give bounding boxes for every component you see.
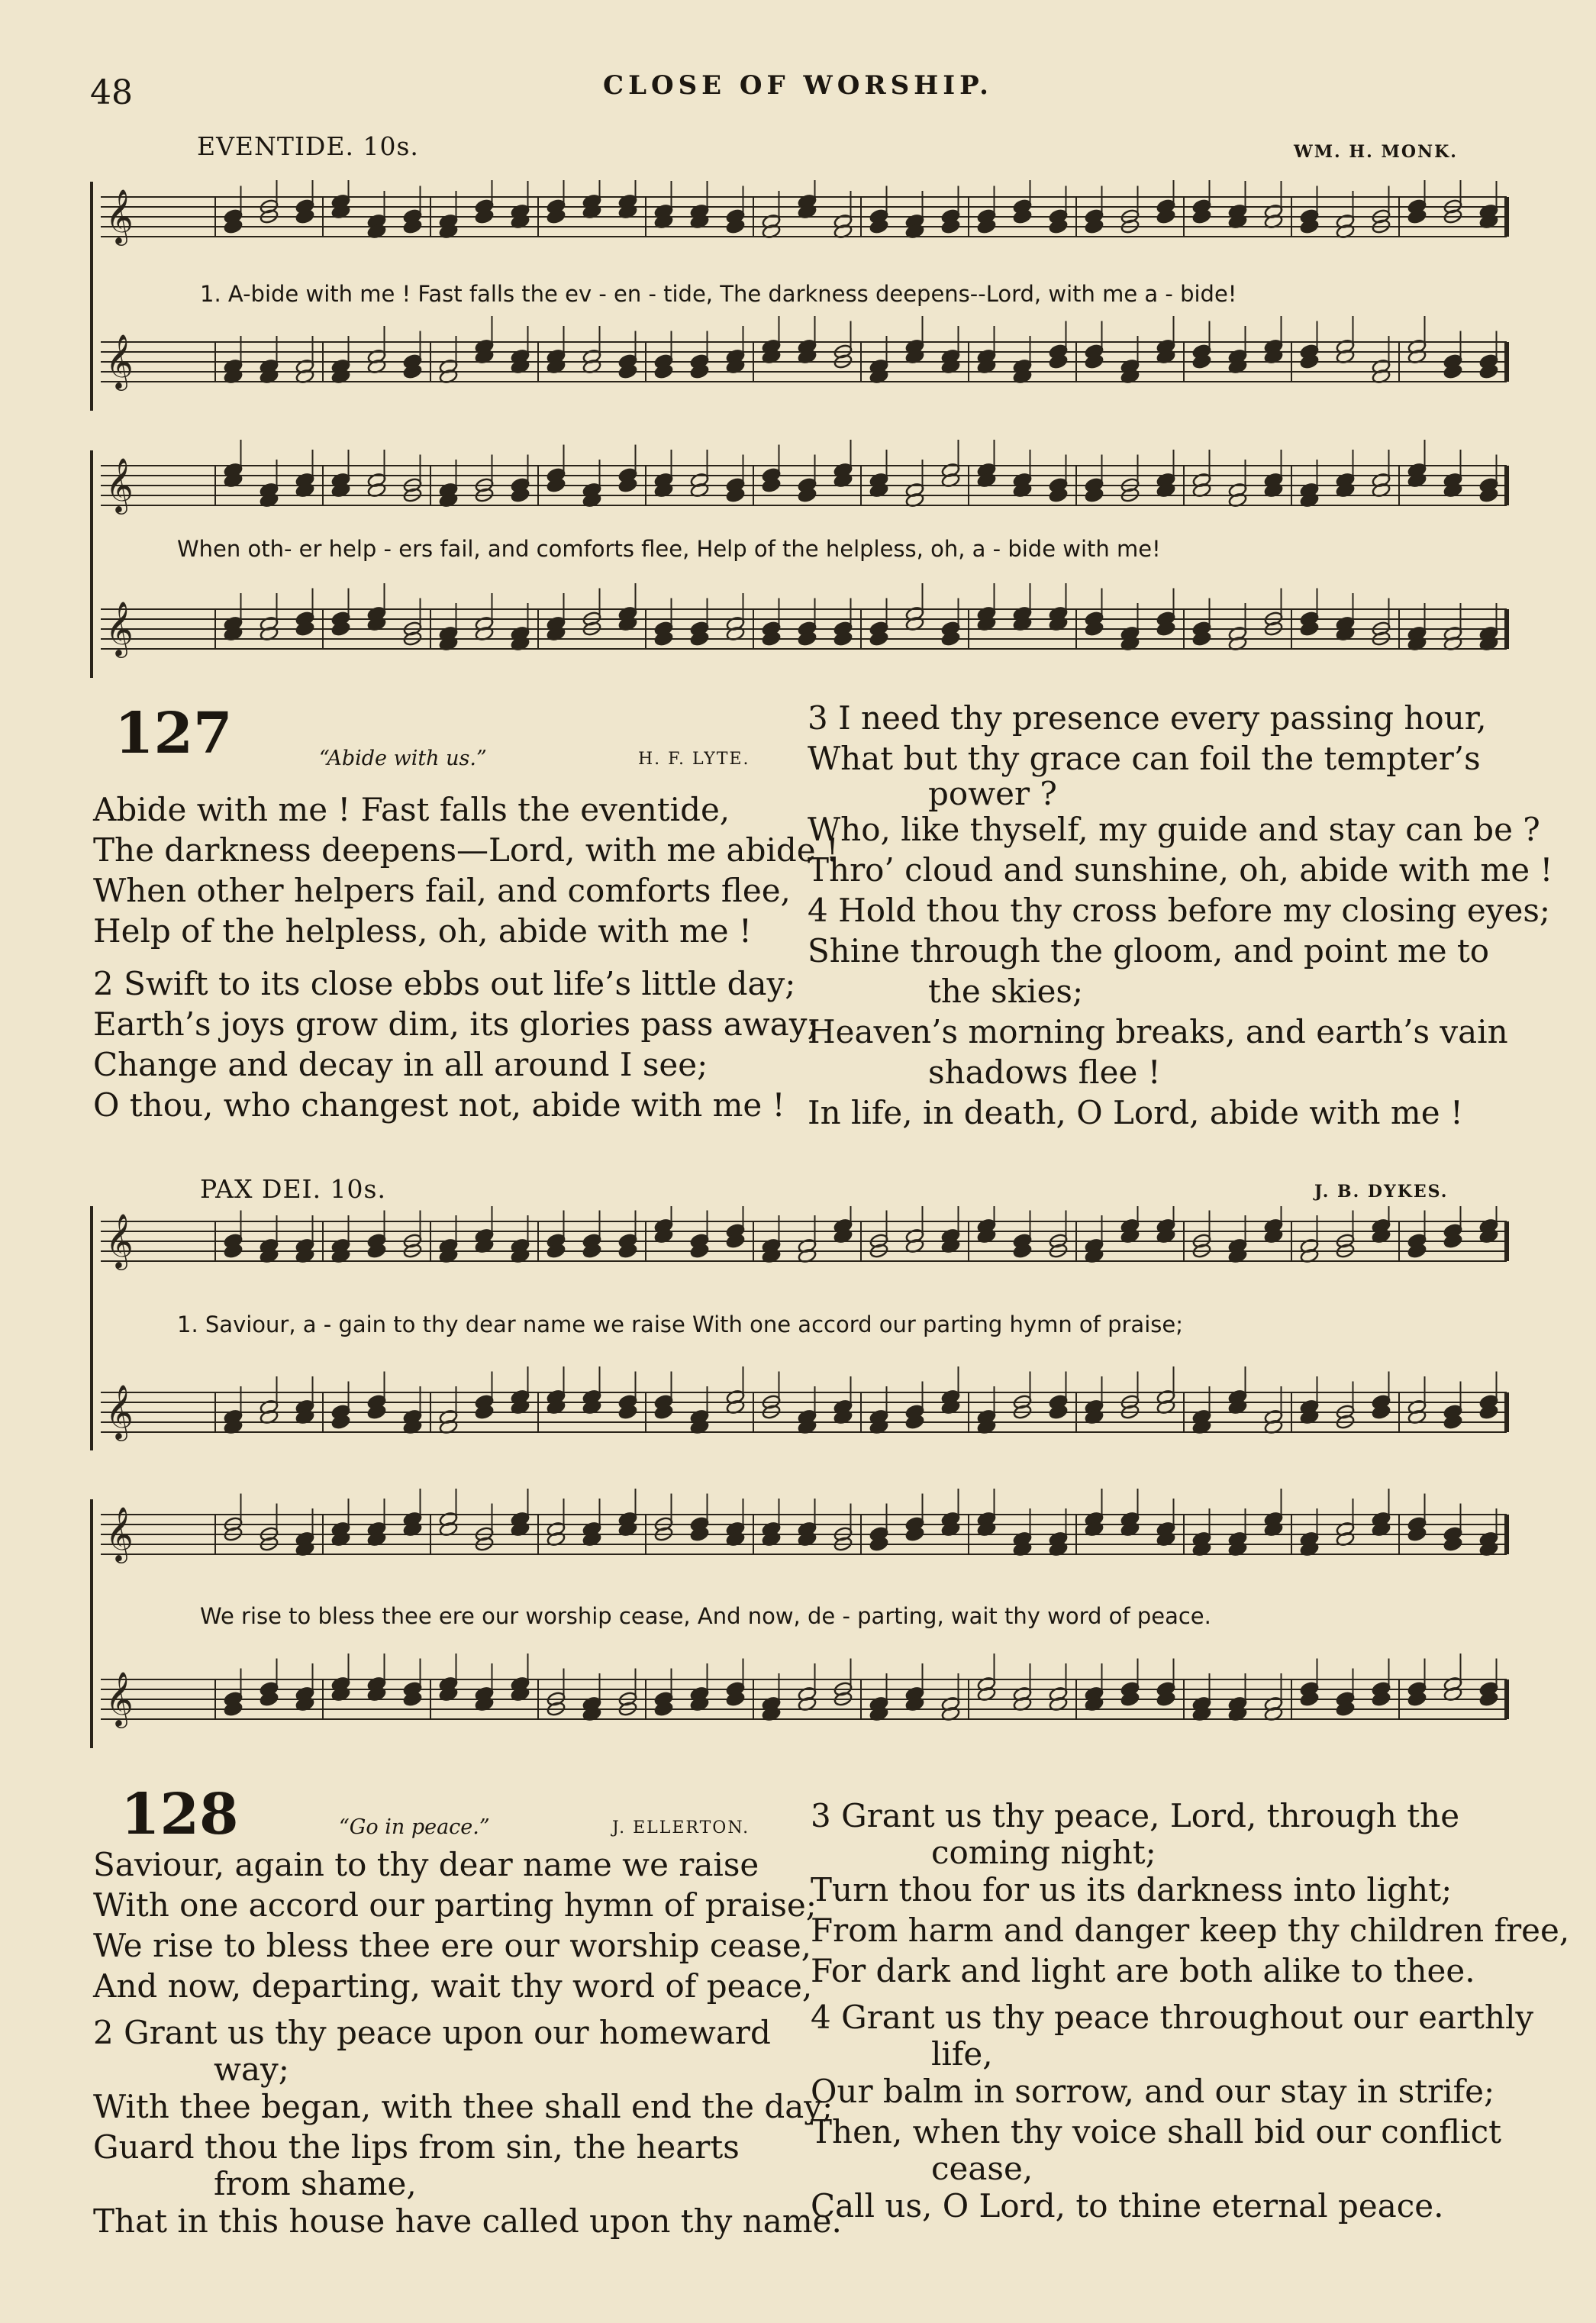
verse-line: life, xyxy=(931,2035,993,2073)
hymn-128-left-column xyxy=(93,1844,842,2241)
hymn-author-127: H. F. LYTE. xyxy=(638,750,750,769)
verse-line: cease, xyxy=(931,2150,1033,2187)
svg-text:𝄞: 𝄞 xyxy=(105,1670,134,1726)
staff xyxy=(101,440,1507,515)
music-system-eventide-2 xyxy=(85,437,1520,689)
verse-line: And now, departing, wait thy word of peace, xyxy=(93,1967,813,2005)
staff xyxy=(101,316,1507,391)
hymn-127-left-column xyxy=(93,789,839,1125)
staff xyxy=(101,583,1507,658)
verse-line: The darkness deepens—Lord, with me abide ! xyxy=(93,831,839,869)
verse-line: Earth’s joys grow dim, its glories pass away; xyxy=(93,1005,818,1043)
verse-line: 4 Hold thou thy cross before my closing eyes; xyxy=(808,892,1551,929)
verse-line: Change and decay in all around I see; xyxy=(93,1046,708,1083)
staff xyxy=(101,1489,1507,1563)
hymn-title-127: “Abide with us.” xyxy=(319,747,487,770)
verse-line: With one accord our parting hymn of praise; xyxy=(93,1886,817,1924)
svg-text:𝄞: 𝄞 xyxy=(105,1212,134,1268)
verse-line: With thee began, with thee shall end the day; xyxy=(93,2088,833,2125)
hymn-number-128: 128 xyxy=(121,1782,239,1847)
verse-line: In life, in death, O Lord, abide with me ! xyxy=(808,1094,1463,1131)
verse-line: way; xyxy=(214,2050,289,2088)
hymn-author-128: J. ELLERTON. xyxy=(612,1818,750,1837)
svg-text:𝄞: 𝄞 xyxy=(105,333,134,389)
verse-line: power ? xyxy=(928,775,1057,812)
staff xyxy=(101,1366,1507,1441)
verse-line: 3 I need thy presence every passing hour, xyxy=(808,699,1487,737)
verse-line: Thro’ cloud and sunshine, oh, abide with me ! xyxy=(808,851,1553,889)
verse-line: From harm and danger keep thy children free, xyxy=(811,1912,1570,1949)
verse-line: What but thy grace can foil the tempter’s xyxy=(808,740,1481,777)
tune-name-eventide: EVENTIDE. 10s. xyxy=(197,131,419,161)
verse-line: Shine through the gloom, and point me to xyxy=(808,932,1490,970)
verse-line: Heaven’s morning breaks, and earth’s vain xyxy=(808,1013,1508,1050)
verse-line: the skies; xyxy=(928,973,1084,1010)
svg-text:𝄞: 𝄞 xyxy=(105,457,134,512)
verse-line: Call us, O Lord, to thine eternal peace. xyxy=(811,2187,1444,2225)
running-head: CLOSE OF WORSHIP. xyxy=(603,70,993,101)
verse-line: Who, like thyself, my guide and stay can be ? xyxy=(808,811,1540,848)
page-number: 48 xyxy=(90,73,133,112)
tune-composer-eventide: WM. H. MONK. xyxy=(1294,142,1458,162)
lyric-line-eventide-2: When oth- er help - ers fail, and comforts flee, Help of the helpless, oh, a - bide with me! xyxy=(177,536,1161,562)
verse-line: from shame, xyxy=(214,2165,417,2202)
verse-line: Guard thou the lips from sin, the hearts xyxy=(93,2128,740,2166)
verse-line: Our balm in sorrow, and our stay in strife; xyxy=(811,2073,1495,2110)
svg-text:𝄞: 𝄞 xyxy=(105,1505,134,1561)
verse-line: That in this house have called upon thy name. xyxy=(93,2202,842,2240)
verse-line: coming night; xyxy=(931,1834,1156,1871)
lyric-line-pax-dei-2: We rise to bless thee ere our worship cease, And now, de - parting, wait thy word of peace. xyxy=(200,1603,1211,1629)
verse-line: Saviour, again to thy dear name we raise xyxy=(93,1846,759,1883)
svg-text:𝄞: 𝄞 xyxy=(105,600,134,656)
staff xyxy=(101,1654,1507,1728)
svg-text:𝄞: 𝄞 xyxy=(105,1383,134,1439)
hymn-127-right-column xyxy=(808,698,1552,1133)
verse-line: Abide with me ! Fast falls the eventide, xyxy=(93,791,730,828)
verse-line: When other helpers fail, and comforts flee, xyxy=(93,872,791,909)
verse-line: 2 Swift to its close ebbs out life’s little day; xyxy=(93,965,796,1002)
lyric-line-pax-dei-1: 1. Saviour, a - gain to thy dear name we raise With one accord our parting hymn of praise; xyxy=(177,1312,1183,1337)
hymn-number-127: 127 xyxy=(114,701,233,766)
hymn-128-right-column xyxy=(811,1795,1569,2226)
verse-line: We rise to bless thee ere our worship cease, xyxy=(93,1927,812,1964)
tune-composer-pax-dei: J. B. DYKES. xyxy=(1314,1182,1449,1202)
music-system-pax-dei-2 xyxy=(85,1486,1520,1776)
verse-line: Turn thou for us its darkness into light; xyxy=(811,1871,1453,1908)
hymn-title-128: “Go in peace.” xyxy=(339,1815,490,1839)
tune-name-pax-dei: PAX DEI. 10s. xyxy=(200,1174,386,1204)
svg-text:𝄞: 𝄞 xyxy=(105,188,134,244)
staff xyxy=(101,1206,1507,1270)
verse-line: 4 Grant us thy peace throughout our earthly xyxy=(811,1999,1534,2036)
verse-line: For dark and light are both alike to thee. xyxy=(811,1952,1475,1989)
verse-line: 2 Grant us thy peace upon our homeward xyxy=(93,2014,771,2051)
staff xyxy=(101,180,1507,246)
verse-line: Then, when thy voice shall bid our conflict xyxy=(811,2113,1501,2150)
verse-line: 3 Grant us thy peace, Lord, through the xyxy=(811,1797,1460,1834)
verse-line: Help of the helpless, oh, abide with me ! xyxy=(93,912,752,950)
lyric-line-eventide-1: 1. A-bide with me ! Fast falls the ev - en - tide, The darkness deepens--Lord, with me a - bide! xyxy=(200,281,1237,307)
verse-line: shadows flee ! xyxy=(928,1053,1161,1091)
verse-line: O thou, who changest not, abide with me ! xyxy=(93,1086,785,1124)
